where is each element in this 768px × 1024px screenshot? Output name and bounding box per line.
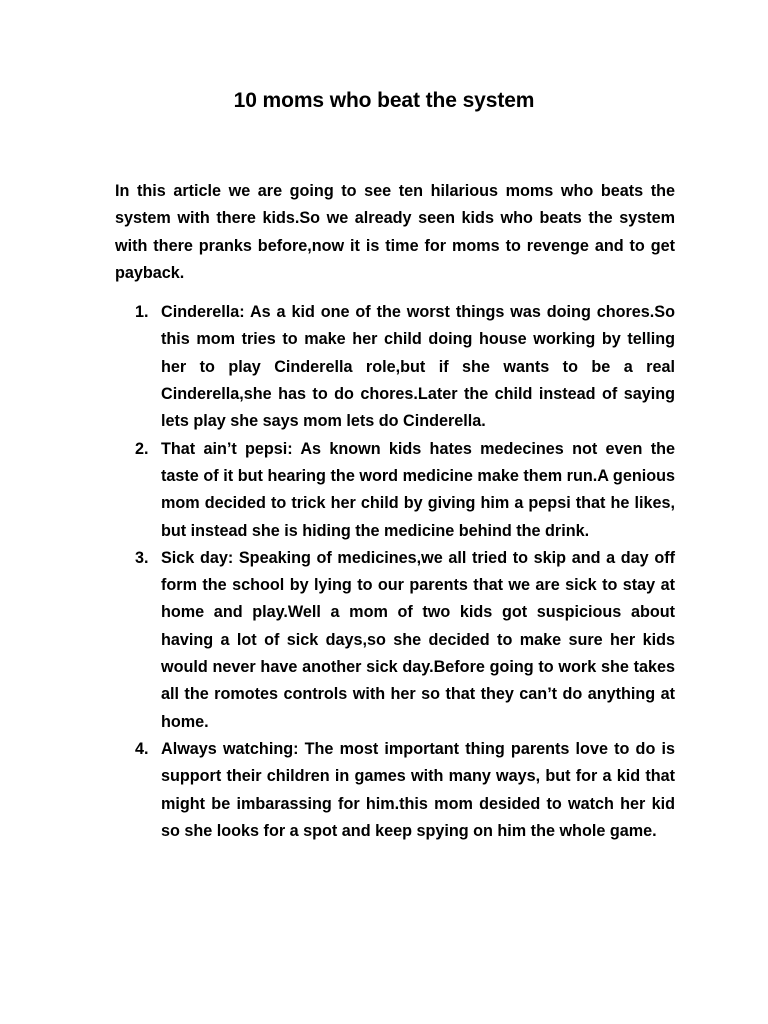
list-item-text: Always watching: The most important thing parents love to do is support their children in games with many ways, but for a kid that might be imbarassing for him.this mom desided to watch her kid so she looks for a spot and keep spying on him the whole game. xyxy=(161,739,675,840)
moms-list xyxy=(115,299,675,845)
list-item-number: 1. xyxy=(135,303,149,322)
list-item-text: That ain’t pepsi: As known kids hates medecines not even the taste of it but hearing the word medicine make them run.A genious mom decided to trick her child by giving him a pepsi that he likes, but instead she is hiding the medicine behind the drink. xyxy=(161,439,675,540)
list-item-number: 3. xyxy=(135,548,149,567)
list-item-number: 2. xyxy=(135,439,149,458)
list-item-text: Sick day: Speaking of medicines,we all tried to skip and a day off form the school by lying to our parents that we are sick to stay at home and play.Well a mom of two kids got suspicious about having a lot of sick days,so she decided to make sure her kids would never have another sick day.Before going to work she takes all the romotes controls with her so that they can’t do anything at home. xyxy=(161,548,675,731)
list-item xyxy=(115,299,675,435)
list-item-text: Cinderella: As a kid one of the worst things was doing chores.So this mom tries to make her child doing house working by telling her to play Cinderella role,but if she wants to be a real Cinderella,she has to do chores.Later the child instead of saying lets play she says mom lets do Cinderella. xyxy=(161,303,675,431)
list-item-number: 4. xyxy=(135,739,149,758)
document-title: 10 moms who beat the system xyxy=(233,89,535,112)
list-item xyxy=(115,545,675,736)
list-item xyxy=(115,436,675,545)
document-body xyxy=(115,178,675,845)
intro-paragraph: In this article we are going to see ten hilarious moms who beats the system with there kids.So we already seen kids who beats the system with there pranks before,now it is time for moms to revenge and to get payback. xyxy=(115,182,675,282)
list-item xyxy=(115,736,675,845)
